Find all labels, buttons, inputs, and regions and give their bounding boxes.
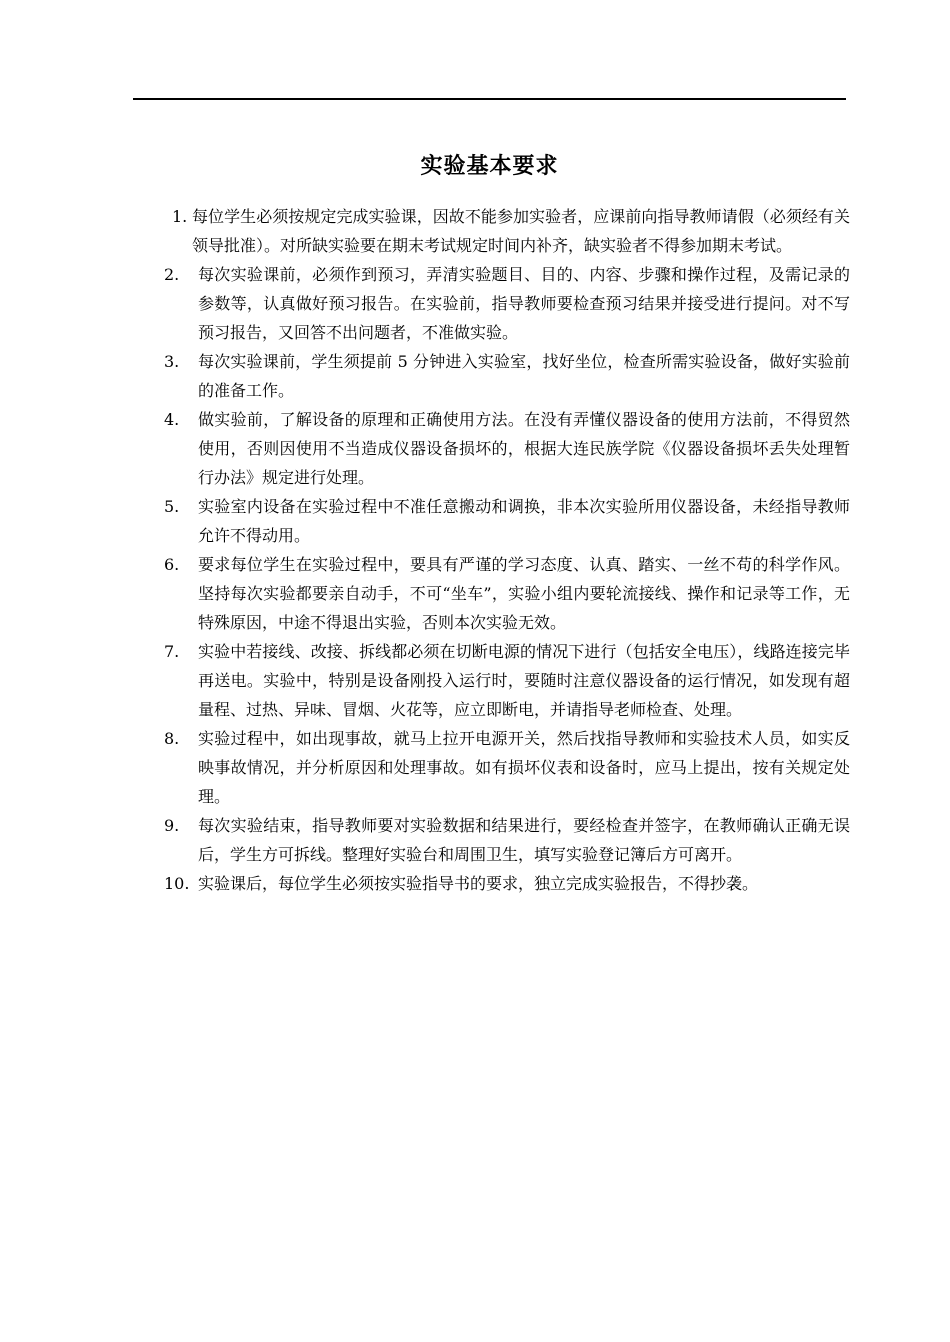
list-item-number: 9.	[164, 816, 180, 835]
list-item-text: 每次实验课前，学生须提前 5 分钟进入实验室，找好坐位，检查所需实验设备，做好实验前的准备工作。	[198, 352, 850, 400]
header-rule	[133, 98, 846, 100]
list-item-text: 实验中若接线、改接、拆线都必须在切断电源的情况下进行（包括安全电压），线路连接完毕再送电。实验中，特别是设备刚投入运行时，要随时注意仪器设备的运行情况，如发现有超量程、过热、异味、冒烟、火花等，应立即断电，并请指导老师检查、处理。	[198, 642, 850, 719]
list-item-text: 实验课后，每位学生必须按实验指导书的要求，独立完成实验报告，不得抄袭。	[198, 874, 759, 893]
list-item	[160, 260, 850, 347]
list-item-number: 7.	[164, 642, 180, 661]
list-item	[160, 724, 850, 811]
list-item	[160, 202, 850, 260]
list-item-text: 每次实验课前，必须作到预习，弄清实验题目、目的、内容、步骤和操作过程，及需记录的参数等，认真做好预习报告。在实验前，指导教师要检查预习结果并接受进行提问。对不写预习报告，又回答不出问题者，不准做实验。	[198, 265, 850, 342]
list-item-number: 3.	[164, 352, 180, 371]
list-item	[160, 637, 850, 724]
requirements-list	[160, 202, 850, 898]
list-item-number: 5.	[164, 497, 180, 516]
page-title: 实验基本要求	[420, 153, 559, 179]
list-item	[160, 405, 850, 492]
list-item-text: 做实验前，了解设备的原理和正确使用方法。在没有弄懂仪器设备的使用方法前，不得贸然使用，否则因使用不当造成仪器设备损坏的，根据大连民族学院《仪器设备损坏丢失处理暂行办法》规定进行处理。	[198, 410, 850, 487]
list-item-text: 实验过程中，如出现事故，就马上拉开电源开关，然后找指导教师和实验技术人员，如实反映事故情况，并分析原因和处理事故。如有损坏仪表和设备时，应马上提出，按有关规定处理。	[198, 729, 850, 806]
list-item-text: 要求每位学生在实验过程中，要具有严谨的学习态度、认真、踏实、一丝不苟的科学作风。坚持每次实验都要亲自动手，不可“坐车”，实验小组内要轮流接线、操作和记录等工作，无特殊原因，中途不得退出实验，否则本次实验无效。	[198, 555, 850, 632]
list-item-text: 实验室内设备在实验过程中不准任意搬动和调换，非本次实验所用仪器设备，未经指导教师允许不得动用。	[198, 497, 850, 545]
list-item	[160, 869, 850, 898]
list-item-text: 每位学生必须按规定完成实验课，因故不能参加实验者，应课前向指导教师请假（必须经有关领导批准）。对所缺实验要在期末考试规定时间内补齐，缺实验者不得参加期末考试。	[192, 207, 850, 255]
list-item-number: 10.	[164, 874, 190, 893]
list-item	[160, 550, 850, 637]
list-item-number: 2.	[164, 265, 180, 284]
list-item	[160, 347, 850, 405]
list-item-number: 4.	[164, 410, 180, 429]
list-item-text: 每次实验结束，指导教师要对实验数据和结果进行，要经检查并签字，在教师确认正确无误后，学生方可拆线。整理好实验台和周围卫生，填写实验登记簿后方可离开。	[198, 816, 850, 864]
list-item	[160, 811, 850, 869]
list-item-number: 6.	[164, 555, 180, 574]
list-item-number: 1.	[172, 207, 188, 226]
list-item	[160, 492, 850, 550]
list-item-number: 8.	[164, 729, 180, 748]
